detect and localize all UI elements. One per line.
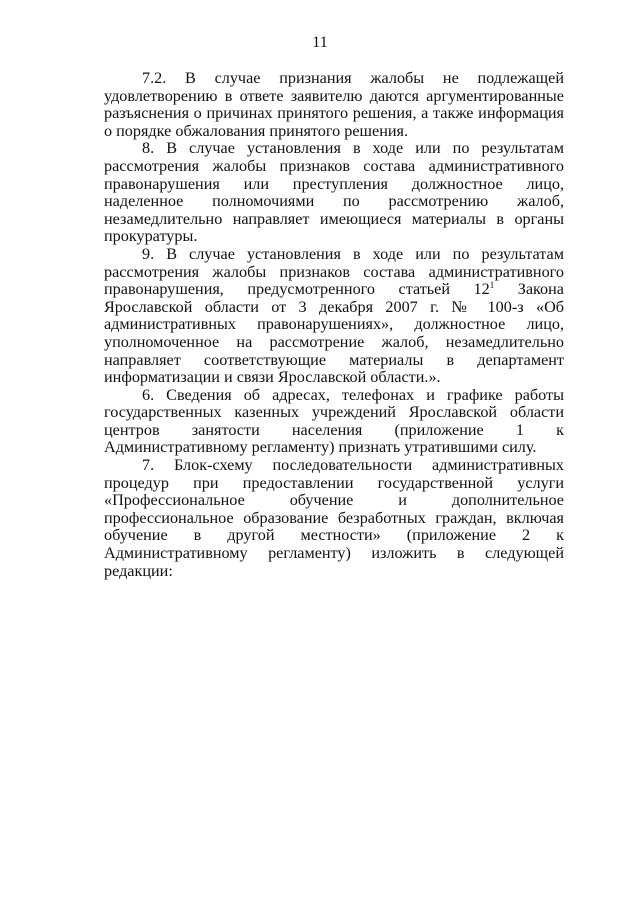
paragraph-6: 6. Сведения об адресах, телефонах и графике работы государственных казенных учреждений Ярославской области центров занятости населения (приложение 1 к Административному регламенту) признать утратившими силу. [104, 385, 564, 457]
paragraph-7: 7. Блок-схему последовательности административных процедур при предоставлении государственной услуги «Профессиональное обучение и дополнительное профессиональное образование безработных граждан, включая обучение в другой местности» (приложение 2 к Административному регламенту) изложить в следующей редакции: [104, 456, 564, 580]
paragraph-7-2: 7.2. В случае признания жалобы не подлежащей удовлетворению в ответе заявителю даются аргументированные разъяснения о причинах принятого решения, а также информация о порядке обжалования принятого решения. [104, 69, 564, 140]
paragraph-9-text-before: 9. В случае установления в ходе или по результатам рассмотрения жалобы признаков состава административного правонарушения, предусмотренного статьей 12 [104, 244, 564, 299]
paragraph-8: 8. В случае установления в ходе или по результатам рассмотрения жалобы признаков состава административного правонарушения или преступления должностное лицо, наделенное полномочиями по рассмотрению жалоб, незамедлительно направляет имеющиеся материалы в органы прокуратуры. [104, 139, 564, 246]
document-body [104, 70, 564, 580]
page-number: 11 [312, 34, 328, 51]
paragraph-9-text-after: Закона Ярославской области от 3 декабря 2007 г. № 100-з «Об административных правонарушениях», должностное лицо, уполномоченное на рассмотрение жалоб, незамедлительно направляет соответствующие материалы в департамент информатизации и связи Ярославской области.». [104, 280, 564, 387]
paragraph-9 [104, 246, 564, 387]
article-superscript: 1 [489, 280, 495, 291]
